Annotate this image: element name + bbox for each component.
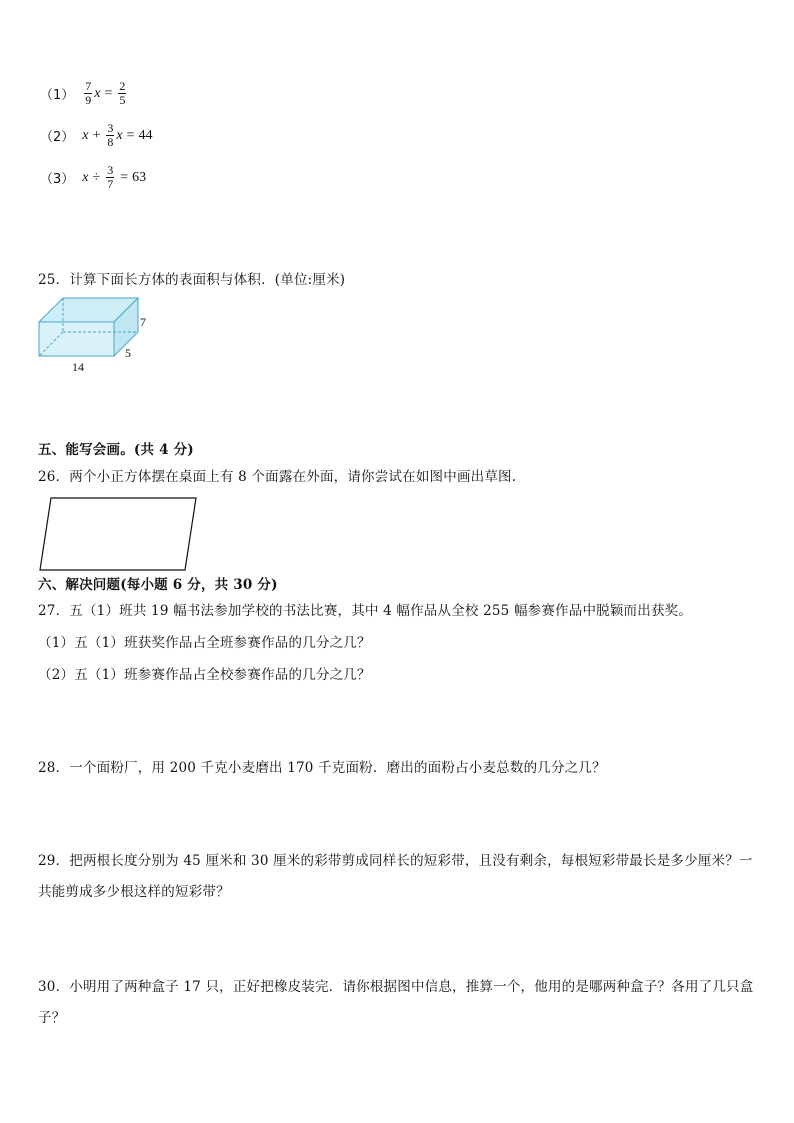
cuboid-figure — [34, 292, 164, 376]
fraction: $\frac{3}{8}$ — [107, 121, 114, 149]
question-25: 25．计算下面长方体的表面积与体积．(单位:厘米) — [38, 272, 346, 288]
question-27-sub-2: （2）五（1）班参赛作品占全校参赛作品的几分之几？ — [38, 667, 371, 683]
equation-2: （2） x + $\frac{3}{8}$ x = 44 — [40, 121, 153, 149]
question-27: 27．五（1）班共 19 幅书法参加学校的书法比赛，其中 4 幅作品从全校 255 幅参赛作品中脱颖而出获奖。 — [38, 603, 693, 619]
cuboid-front-face — [39, 322, 114, 356]
question-30-line-2: 子？ — [38, 1010, 66, 1026]
fraction: $\frac{3}{7}$ — [107, 163, 114, 191]
equation-label: （1） — [40, 88, 75, 103]
question-29-line-1: 29．把两根长度分别为 45 厘米和 30 厘米的彩带剪成同样长的短彩带，且没有剩余，每根短彩带最长是多少厘米？一 — [38, 853, 753, 869]
section-6-title: 六、解决问题(每小题 6 分，共 30 分) — [38, 577, 278, 593]
dim-length: 14 — [72, 360, 84, 374]
fraction: $\frac{7}{9}$ — [85, 79, 92, 107]
equation-label: （3） — [40, 172, 75, 187]
equation-label: （2） — [40, 130, 75, 145]
section-5-title: 五、能写会画。(共 4 分) — [38, 442, 194, 458]
dim-height: 7 — [140, 315, 146, 329]
question-27-sub-1: （1）五（1）班获奖作品占全班参赛作品的几分之几？ — [38, 635, 371, 651]
question-26: 26．两个小正方体摆在桌面上有 8 个面露在外面，请你尝试在如图中画出草图. — [38, 469, 517, 485]
parallelogram-drawing-area — [38, 494, 202, 574]
question-28: 28．一个面粉厂，用 200 千克小麦磨出 170 千克面粉．磨出的面粉占小麦总数的几分之几？ — [38, 760, 606, 776]
fraction: $\frac{2}{5}$ — [119, 79, 126, 107]
question-30-line-1: 30．小明用了两种盒子 17 只，正好把橡皮装完．请你根据图中信息，推算一个，他用的是哪两种盒子？各用了几只盒 — [38, 979, 754, 995]
equation-1: （1） $\frac{7}{9}$ x = $\frac{2}{5}$ — [40, 79, 126, 107]
dim-depth: 5 — [125, 346, 131, 360]
equation-3: （3） x ÷ $\frac{3}{7}$ = 63 — [40, 163, 147, 191]
question-29-line-2: 共能剪成多少根这样的短彩带？ — [38, 884, 230, 900]
